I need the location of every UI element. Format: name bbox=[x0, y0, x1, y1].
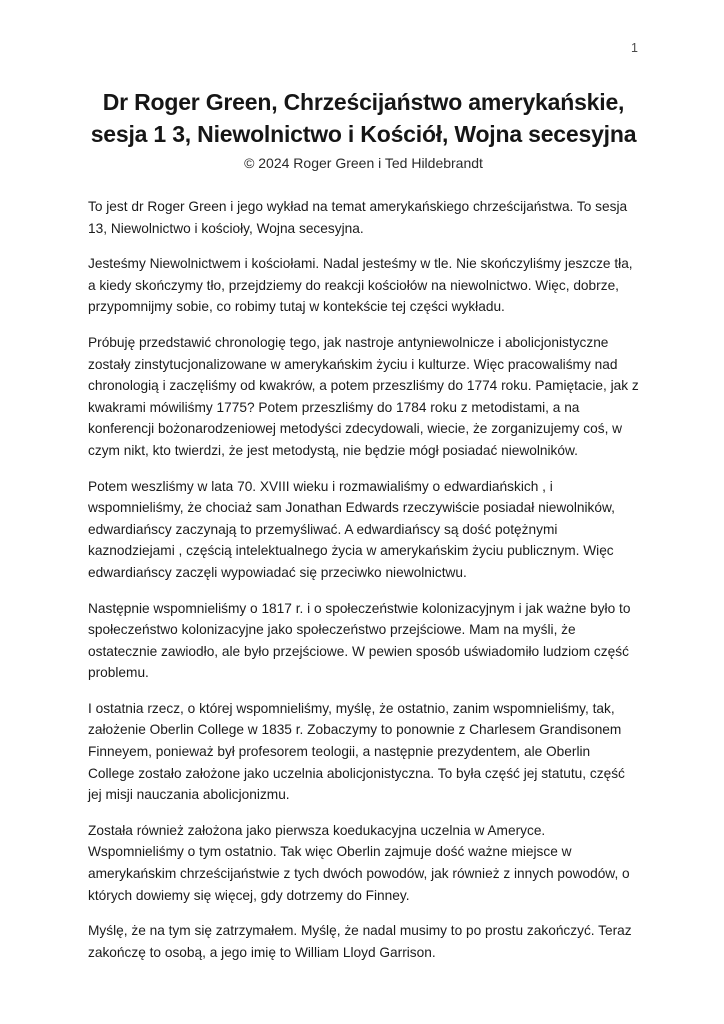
page-number: 1 bbox=[631, 41, 638, 55]
paragraph-7: Została również założona jako pierwsza koedukacyjna uczelnia w Ameryce. Wspomnieliśmy o tym ostatnio. Tak więc Oberlin zajmuje dość ważne miejsce w amerykańskim chrześcijaństwie z tych dwóch powodów, jak również z innych powodów, o których dowiemy się więcej, gdy dotrzemy do Finney. bbox=[88, 822, 630, 903]
copyright-line: © 2024 Roger Green i Ted Hildebrandt bbox=[244, 155, 483, 171]
paragraph-6: I ostatnia rzecz, o której wspomnieliśmy, myślę, że ostatnio, zanim wspomnieliśmy, tak, założenie Oberlin College w 1835 r. Zobaczymy to ponownie z Charlesem Grandisonem Finneyem, ponieważ był profesorem teologii, a następnie prezydentem, ale Oberlin College zostało założone jako uczelnia abolicjonistyczna. To była część jej statutu, część jej misji nauczania abolicjonizmu. bbox=[88, 700, 625, 803]
paragraph-8: Myślę, że na tym się zatrzymałem. Myślę, że nadal musimy to po prostu zakończyć. Teraz zakończę to osobą, a jego imię to William Lloyd Garrison. bbox=[88, 923, 632, 960]
document-body bbox=[88, 196, 639, 963]
document-title-line-2: sesja 1 3, Niewolnictwo i Kościół, Wojna secesyjna bbox=[90, 121, 637, 147]
paragraph-2: Jesteśmy Niewolnictwem i kościołami. Nadal jesteśmy w tle. Nie skończyliśmy jeszcze tła, a kiedy skończymy tło, przejdziemy do reakcji kościołów na niewolnictwo. Więc, dobrze, przypomnijmy sobie, co robimy tutaj w kontekście tej części wykładu. bbox=[88, 256, 633, 315]
paragraph-4: Potem weszliśmy w lata 70. XVIII wieku i rozmawialiśmy o edwardiańskich , i wspomnieliśmy, że chociaż sam Jonathan Edwards rzeczywiście posiadał niewolników, edwardiańscy zaczynają to przemyśliwać. A edwardiańscy są dość potężnymi kaznodziejami , częścią intelektualnego życia w amerykańskim życiu publicznym. Więc edwardiańscy zaczęli wypowiadać się przeciwko niewolnictwu. bbox=[88, 478, 615, 580]
paragraph-1: To jest dr Roger Green i jego wykład na temat amerykańskiego chrześcijaństwa. To sesja 13, Niewolnictwo i kościoły, Wojna secesyjna. bbox=[88, 199, 628, 236]
document-title bbox=[88, 86, 639, 150]
paragraph-5: Następnie wspomnieliśmy o 1817 r. i o społeczeństwie kolonizacyjnym i jak ważne było to społeczeństwo kolonizacyjne jako społeczeństwo przejściowe. Mam na myśli, że ostatecznie zawiodło, ale było przejściowe. W pewien sposób uświadomiło ludziom część problemu. bbox=[88, 600, 631, 681]
paragraph-3: Próbuję przedstawić chronologię tego, jak nastroje antyniewolnicze i abolicjonistyczne zostały zinstytucjonalizowane w amerykańskim życiu i kulturze. Więc pracowaliśmy nad chronologią i zaczęliśmy od kwakrów, a potem przeszliśmy do 1774 roku. Pamiętacie, jak z kwakrami mówiliśmy 1775? Potem przeszliśmy do 1784 roku z metodistami, a na konferencji bożonarodzeniowej metodyści zdecydowali, wiecie, że zorganizujemy coś, w czym nikt, kto twierdzi, że jest metodystą, nie będzie mógł posiadać niewolników. bbox=[88, 334, 639, 458]
document-title-line-1: Dr Roger Green, Chrześcijaństwo amerykańskie, bbox=[102, 89, 625, 115]
